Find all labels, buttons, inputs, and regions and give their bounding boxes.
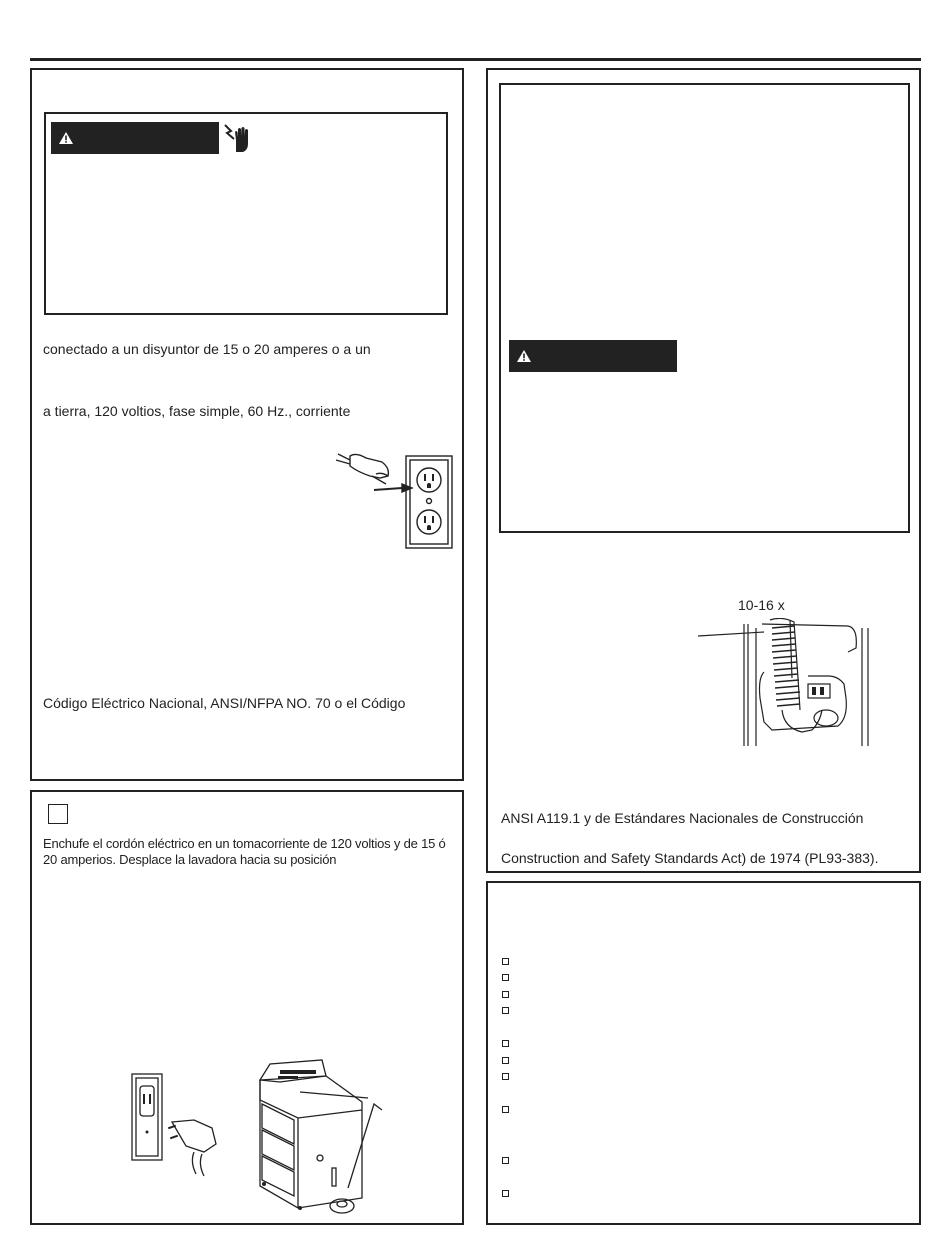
warning-triangle-icon [59,132,73,144]
checklist-box-8[interactable] [502,1106,509,1113]
text-line-circuit: conectado a un disyuntor de 15 o 20 amperes o a un [43,341,371,357]
outlet-and-plug-illustration [128,1070,228,1180]
text-line-ansi: ANSI A119.1 y de Estándares Nacionales de Construcción [501,810,864,826]
text-line-pl93: Construction and Safety Standards Act) de 1974 (PL93-383). [501,850,879,866]
warning-triangle-icon [517,350,531,362]
washer-illustration [250,1058,410,1218]
checklist-box-1[interactable] [502,958,509,965]
checklist-box-4[interactable] [502,1007,509,1014]
checklist-box-7[interactable] [502,1073,509,1080]
warning-box-right [499,83,910,533]
drain-hose-illustration [698,618,878,748]
text-line-power: a tierra, 120 voltios, fase simple, 60 Hz., corriente [43,403,351,419]
drain-requirements-panel [486,68,921,873]
grounded-outlet-illustration [332,446,456,550]
figure-label: 10-16 x [738,597,785,613]
step-checkbox[interactable] [48,804,68,824]
checklist-box-5[interactable] [502,1040,509,1047]
checklist-box-6[interactable] [502,1057,509,1064]
checklist-box-9[interactable] [502,1157,509,1164]
checklist-box-3[interactable] [502,991,509,998]
electric-shock-hand-icon [222,122,254,154]
installation-checklist-panel [486,881,921,1225]
checklist-box-2[interactable] [502,974,509,981]
connect-washer-panel [30,790,464,1225]
text-line-code: Código Eléctrico Nacional, ANSI/NFPA NO. 70 o el Código [43,695,406,711]
warning-banner-right [509,340,677,372]
electrical-requirements-panel [30,68,464,781]
top-rule [30,58,921,61]
checklist-box-10[interactable] [502,1190,509,1197]
plug-in-instruction: Enchufe el cordón eléctrico en un tomacorriente de 120 voltios y de 15 ó 20 amperios. Desplace la lavadora hacia su posición [43,836,446,867]
warning-box [44,112,448,315]
warning-banner [51,122,219,154]
